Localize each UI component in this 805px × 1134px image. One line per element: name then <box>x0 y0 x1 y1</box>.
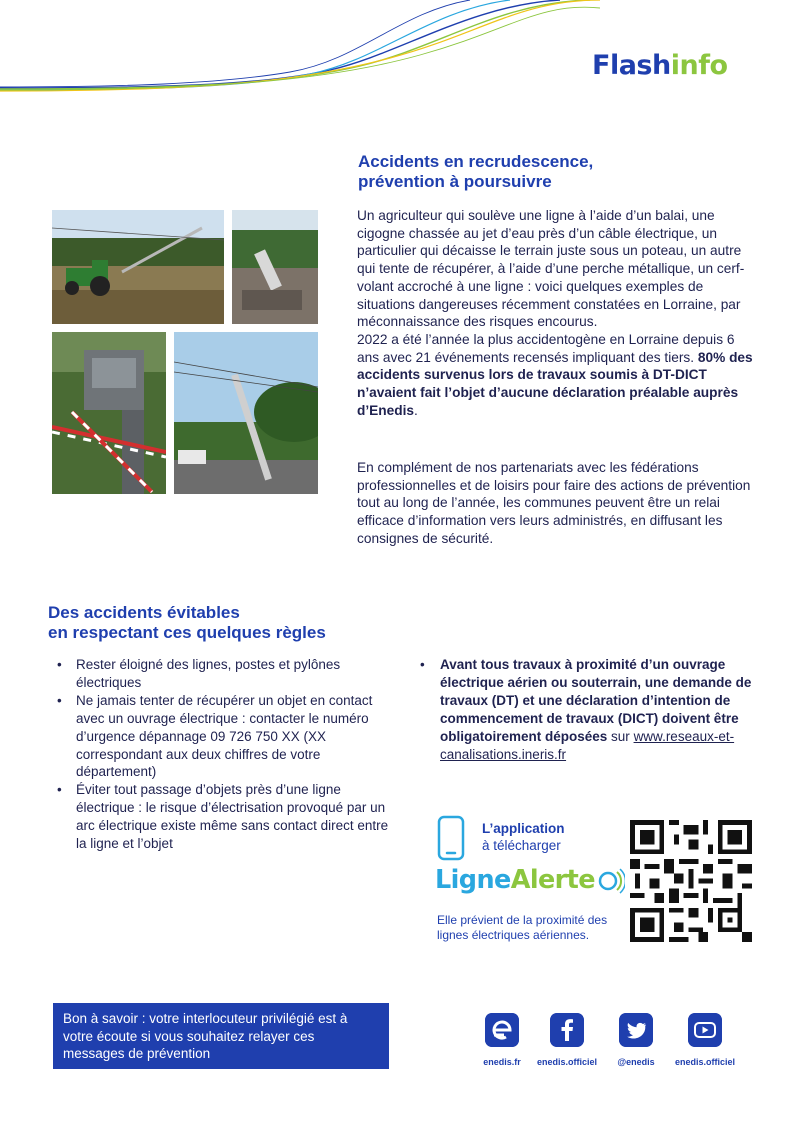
ineris-link[interactable]: www.reseaux-et-canalisations.ineris.fr <box>440 728 735 762</box>
brand-part2: info <box>670 50 728 81</box>
title-line2: prévention à poursuivre <box>358 172 552 191</box>
photo-collage <box>52 210 318 494</box>
safety-rules-list <box>57 656 397 853</box>
notice-bold-text: Avant tous travaux à proximité d’un ouvrage électrique aérien ou souterrain, une demande de travaux (DT) et une déclaration d’intention de commencement de travaux (DICT) doivent être obligatoirement déposées <box>440 657 752 744</box>
facebook-icon <box>550 1013 584 1047</box>
social-label: enedis.officiel <box>674 1057 736 1067</box>
paragraph-end: . <box>414 402 418 418</box>
social-label: enedis.fr <box>483 1057 521 1067</box>
app-description: Elle prévient de la proximité des lignes électriques aériennes. <box>437 913 608 942</box>
title-line1: Des accidents évitables <box>48 603 240 622</box>
fallen-pole-photo <box>232 210 318 324</box>
paragraph-bold-stat: 80% des accidents survenus lors de travaux soumis à DT-DICT n’avaient fait l’objet d’aucune déclaration préalable auprès d’Enedis <box>357 349 753 418</box>
youtube-icon <box>688 1013 722 1047</box>
social-facebook[interactable] <box>527 1013 607 1067</box>
section-accidents-title <box>358 152 658 192</box>
list-item: • Ne jamais tenter de récupérer un objet en contact avec un ouvrage électrique : contacter le numéro d’urgence dépannage 09 726 750 XX (XX correspondant aux deux chiffres de votre département) <box>57 692 397 782</box>
lignealerte-logo[interactable] <box>435 863 620 903</box>
smartphone-icon <box>437 815 465 861</box>
road-pole-photo <box>174 332 318 494</box>
section-rules-title <box>48 603 378 643</box>
decorative-wave-lines <box>0 0 600 95</box>
lignealerte-wordmark <box>435 865 595 895</box>
twitter-icon <box>619 1013 653 1047</box>
social-label: @enedis <box>617 1057 655 1067</box>
tractor-photo <box>52 210 224 324</box>
qr-code[interactable] <box>630 820 752 942</box>
dt-dict-notice <box>420 656 760 763</box>
flashinfo-logo <box>592 50 728 81</box>
brand-part1: Flash <box>592 50 671 81</box>
list-item: • Éviter tout passage d’objets près d’une ligne électrique : le risque d’électrisation provoqué par un arc électrique existe même sans contact direct entre la ligne et l’objet <box>57 781 397 853</box>
title-line2: en respectant ces quelques règles <box>48 623 326 642</box>
list-item: • Rester éloigné des lignes, postes et pylônes électriques <box>57 656 397 692</box>
accidents-paragraph <box>357 207 759 419</box>
communes-paragraph: En complément de nos partenariats avec les fédérations professionnelles et de loisirs pour faire des actions de prévention tout au long de l’année, les communes peuvent être un relai efficace d’information vers leurs administrés, en diffusant les consignes de sécurité. <box>357 460 751 546</box>
app-label-line1: L’application <box>482 821 565 836</box>
title-line1: Accidents en recrudescence, <box>358 152 594 171</box>
logo-part2: Alerte <box>510 865 595 895</box>
logo-part1: Ligne <box>435 865 511 895</box>
damaged-cabinet-photo <box>52 332 166 494</box>
good-to-know-box: Bon à savoir : votre interlocuteur privilégié est à votre écoute si vous souhaitez relayer ces messages de prévention <box>53 1003 389 1069</box>
app-label-line2: à télécharger <box>482 838 561 853</box>
notice-sur: sur <box>607 728 634 744</box>
alert-signal-icon <box>595 866 625 896</box>
social-twitter[interactable] <box>596 1013 676 1067</box>
social-label: enedis.officiel <box>536 1057 598 1067</box>
paragraph-text: Un agriculteur qui soulève une ligne à l’aide d’un balai, une cigogne chassée au jet d’eau près d’un câble électrique, un particulier qui décaisse le terrain juste sous un poteau, un autre qui tente de récupérer, à l’aide d’une perche métallique, un cerf-volant accroché à une ligne : voici quelques exemples de situations dangereuses récemment constatées en Lorraine, par méconnaissance des risques encourus. <box>357 208 745 330</box>
paragraph-text-2022: 2022 a été l’année la plus accidentogène en Lorraine depuis 6 ans avec 21 événements recensés impliquant des tiers. <box>357 331 735 365</box>
enedis-logo-icon <box>485 1013 519 1047</box>
social-youtube[interactable] <box>665 1013 745 1067</box>
